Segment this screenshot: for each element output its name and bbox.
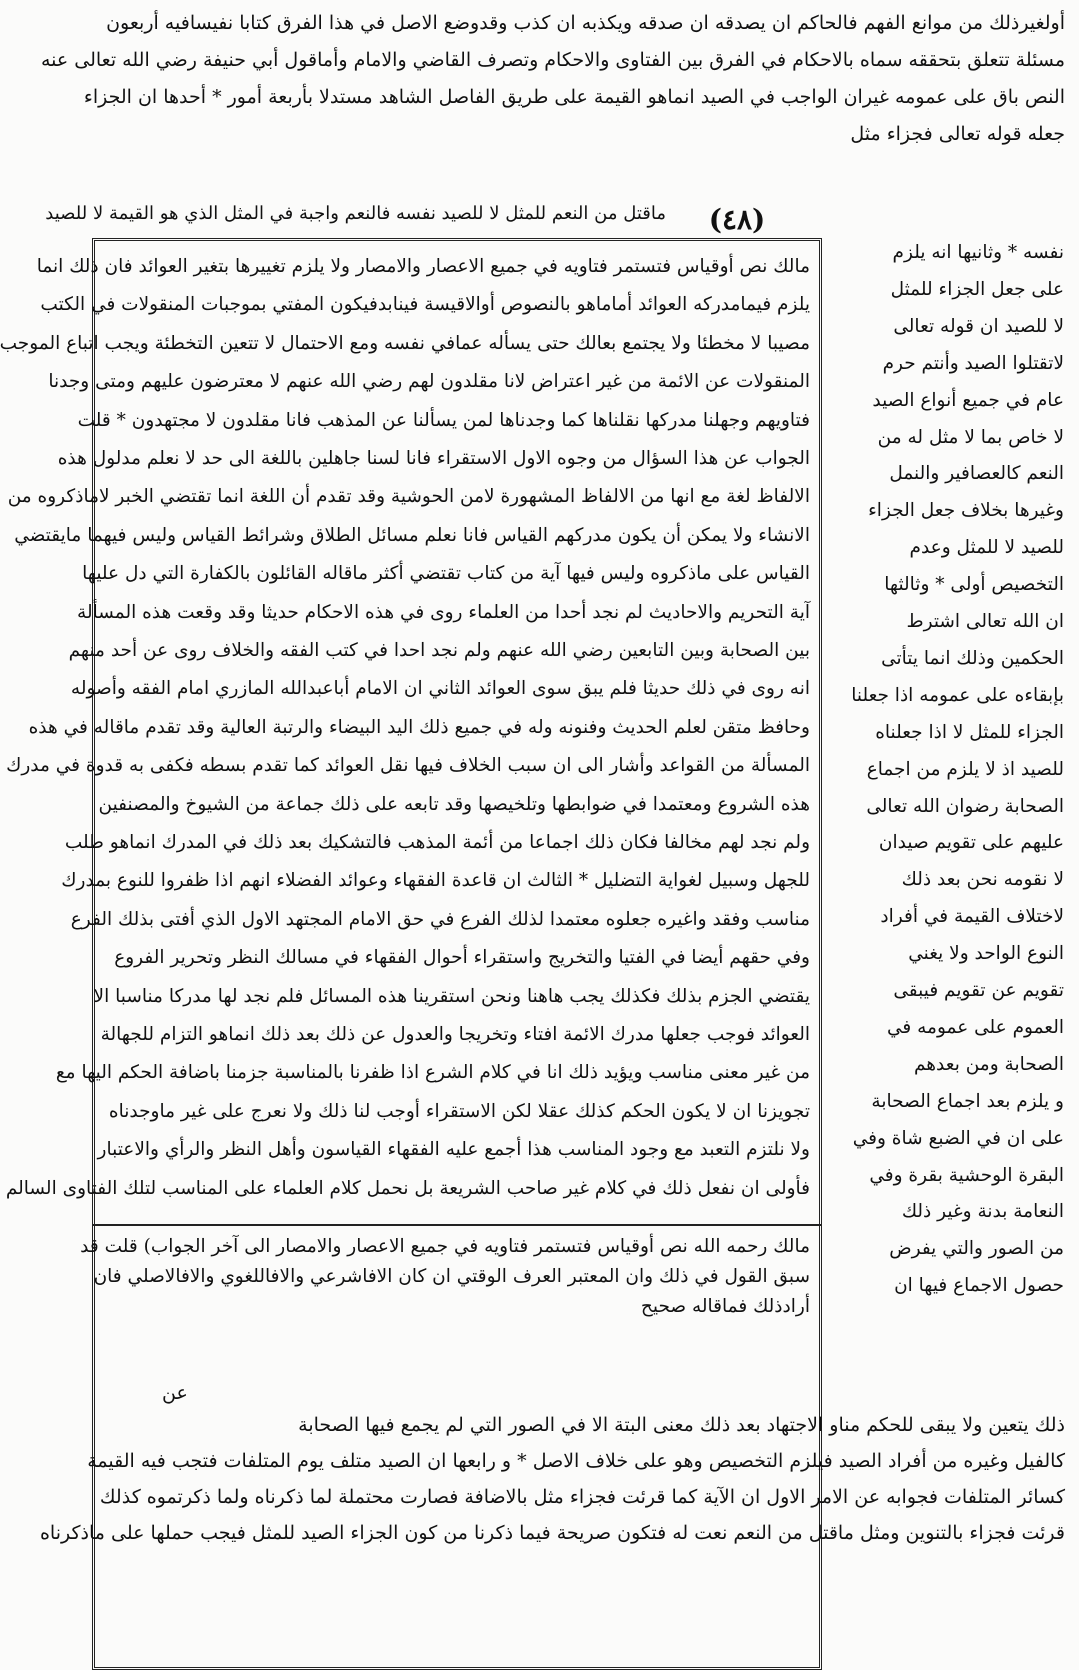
main-text-line: وفي حقهم أيضا في الفتيا والتخريج واستقراء أحوال الفقهاء في مسالك النظر وتحرير الفروع [114,947,810,969]
bottom-text-line: ذلك يتعين ولا يبقى للحكم مناو الاجتهاد بعد ذلك معنى البتة الا في الصور التي لم يجمع فيها الصحابة [298,1414,1065,1436]
side-text-line: النعامة بدنة وغير ذلك [901,1201,1064,1223]
side-text-line: حصول الاجماع فيها ان [894,1275,1064,1297]
main-text-line: من غير معنى مناسب ويؤيد ذلك انا في كلام الشرع اذا ظفرنا بالمناسبة جزمنا باضافة الحكم اليها مع [55,1062,810,1084]
side-text-line: وغيرها بخلاف جعل الجزاء [868,500,1064,522]
bottom-text-line: قرئت فجزاء بالتنوين ومثل ماقتل من النعم نعت له فتكون صريحة فيما ذكرنا من كون الجزاء الصيد للمثل فيجب حملها على ماذكرناه [39,1522,1065,1544]
catchword: عن [162,1382,188,1404]
side-text-line: و يلزم بعد اجماع الصحابة [871,1090,1064,1112]
main-text-line: يلزم فيمامدركه العوائد أماماهو بالنصوص أوالاقيسة فينابدفيكون المفتي بموجبات المنقولات في الكتب [40,294,810,316]
top-text-line: جعله قوله تعالى فجزاء مثل [850,123,1065,145]
side-text-line: النعم كالعصافير والنمل [889,463,1064,485]
side-text-line: للصيد لا للمثل وعدم [909,537,1064,559]
side-text-line: نفسه * وثانيها انه يلزم [892,242,1064,263]
main-text-line: ولا نلتزم التعبد مع وجود المناسب هذا أجمع عليه الفقهاء القياسون وأهل النظر والرأي والاعتبار [97,1139,810,1161]
main-text-line: انه روى في ذلك حديثا فلم يبق سوى العوائد الثاني ان الامام أباعبدالله المازري امام الفقه وأصوله [70,678,810,700]
main-text-line: الالفاظ لغة مع انها من الالفاظ المشهورة لامن الحوشية وقد تقدم أن اللغة انما تقتضي الخبر لاماذكروه من [7,486,810,508]
side-text-line: بإبقاءه على عمومه اذا جعلنا [851,684,1064,706]
top-text-line: النص باق على عمومه غيران الواجب في الصيد انماهو القيمة على طريق الفاصل الشاهد مستدلا بأربعة أمور * أحدها ان الجزاء [83,86,1065,108]
main-text-line: فأولى ان نفعل ذلك في كلام غير صاحب الشريعة بل نحمل كلام العلماء على المناسب لتلك الفتاوى السالم [5,1177,810,1199]
main-text-line: ولم نجد لهم مخالفا فكان ذلك اجماعا من أئمة المذهب فالتشكيك بعد ذلك في المدرك انماهو طلب [64,832,810,853]
main-text-line: للجهل وسبيل لغواية التضليل * الثالث ان قاعدة الفقهاء وعوائد الفضلاء انهم اذا ظفروا للنوع بمدرك [61,870,810,892]
main-text-line: وحافظ متقن لعلم الحديث وفنونه وله في جميع ذلك اليد البيضاء والرتبة العالية وقد تقدم ماقاله في هذه [28,716,810,738]
main-text-line: المنقولات عن الائمة من غير اعتراض لانا مقلدون لهم رضي الله عنهم لا معترضون عليهم ومتى وجدنا [48,371,810,393]
side-text-line: على جعل الجزاء للمثل [890,278,1064,300]
commentary-line: أرادذلك فماقاله صحيح [640,1296,810,1317]
bottom-text-line: كالفيل وغيره من أفراد الصيد فيلزم التخصيص وهو على خلاف الاصل * و رابعها ان الصيد متلف يوم المتلفات فتجب فيه القيمة [87,1450,1065,1472]
main-text-line: مالك نص أوقياس فتستمر فتاويه في جميع الاعصار والامصار ولا يلزم تغييرها بتغير العوائد فان ذلك انما [36,256,810,277]
main-text-line: تجويزنا ان لا يكون الحكم كذلك عقلا لكن الاستقراء أوجب لنا ذلك ولا نعرج على غير ماوجدناه [108,1100,810,1122]
side-text-line: تقويم عن تقويم فيبقى [893,980,1064,1001]
side-text-line: لاختلاف القيمة في أفراد [880,906,1064,928]
main-text-line: القياس على ماذكروه وليس فيها آية من كتاب تقتضي أكثر ماقاله القائلون بالكفارة التي دل عليها [82,563,810,585]
main-text-line: فتاويهم وجهلنا مدركها نقلناها كما وجدناها لمن يسألنا عن المذهب فانا مقلدون لا مجتهدون * قلت [77,409,810,431]
side-text-line: من الصور والتي يفرض [889,1238,1064,1260]
commentary-line: مالك رحمه الله نص أوقياس فتستمر فتاويه في جميع الاعصار والامصار الى آخر الجواب) قلت قد [80,1236,810,1257]
side-text-line: الجزاء للمثل لا اذا جعلناه [875,721,1064,743]
side-text-line: التخصيص أولى * وثالثها [884,574,1064,596]
side-text-line: عليهم على تقويم صيدان [878,832,1064,854]
side-text-line: الحكمين وذلك انما يتأتى [881,647,1064,669]
main-text-line: المسألة من القواعد وأشار الى ان سبب الخلاف فيها نقل العوائد كما تقدم بسطه فكفى به قدوة في مدرك [6,755,810,777]
side-text-line: الصحابة رضوان الله تعالى [866,795,1064,817]
side-text-line: الصحابة ومن بعدهم [913,1053,1064,1075]
side-text-line: لا للصيد ان قوله تعالى [893,315,1064,337]
main-text-line: الانشاء ولا يمكن أن يكون مدركهم القياس فانا نعلم مسائل الطلاق وشرائط القياس وليس فيهما مايقتضي [14,524,810,546]
main-text-line: مناسب وفقد واغيره جعلوه معتمدا لذلك الفرع في حق الامام المجتهد الاول الذي أفتى بذلك الفرع [70,908,810,930]
main-text-line: آية التحريم والاحاديث لم نجد أحدا من العلماء روى في هذه الاحكام حديثا وقد وقعت هذه المسألة [77,601,810,623]
top-text-line: مسئلة تتعلق بتحققه سماه بالاحكام في الفرق بين الفتاوى والاحكام وتصرف القاضي والامام وأماقول أبي حنيفة رضي الله تعالى عنه [40,49,1065,71]
main-text-line: مصيبا لا مخطئا ولا يجتمع بعالك حتى يسأله عمافي نفسه ومع الاحتمال لا تتعين التخطئة ويجب اتباع الموجب [0,332,810,354]
main-text-line: يقتضي الجزم بذلك فكذلك يجب هاهنا ونحن استقرينا هذه المسائل فلم نجد لها مدركا مناسبا الا [93,985,810,1007]
side-text-line: ان الله تعالى اشترط [906,611,1064,632]
frame-divider [92,1224,822,1226]
side-text-line: على ان في الضبع شاة وفي [852,1127,1064,1149]
side-text-line: البقرة الوحشية بقرة وفي [869,1164,1064,1186]
side-text-line: العموم على عمومه في [886,1016,1064,1038]
top-text-line: أولغيرذلك من موانع الفهم فالحاكم ان يصدقه ان صدقه ويكذبه ان كذب وقدوضع الاصل في هذا الفرق كتابا نفيسافيه أربعون [106,12,1065,34]
main-text-line: العوائد فوجب جعلها مدرك الائمة افتاء وتخريجا والعدول عن ذلك بعد ذلك انماهو التزام للجهالة [100,1024,810,1045]
side-text-line: للصيد اذ لا يلزم من اجماع [866,758,1064,780]
top-text-line: ماقتل من النعم للمثل لا للصيد نفسه فالنعم واجبة في المثل الذي هو القيمة لا للصيد [45,203,666,224]
side-text-line: النوع الواحد ولا يغني [908,943,1064,965]
page-number: (٤٨) [708,203,766,236]
main-text-line: بين الصحابة وبين التابعين رضي الله عنهم ولم نجد احدا في كتب الفقه والخلاف روى عن أحد منهم [68,640,810,661]
side-text-line: لا خاص بما لا مثل له من [877,426,1064,448]
side-text-line: عام في جميع أنواع الصيد [872,389,1064,411]
commentary-line: سبق القول في ذلك وان المعتبر العرف الوقتي ان كان الافاشرعي والافاللغوي والافالاصلي فان [93,1266,810,1287]
bottom-text-line: كسائر المتلفات فجوابه عن الامر الاول ان الآية كما قرئت فجزاء مثل بالاضافة فصارت محتملة لما ذكرناه ولما ذكرتموه كذلك [99,1486,1065,1508]
side-text-line: لا نقومه نحن بعد ذلك [901,869,1064,891]
main-text-line: الجواب عن هذا السؤال من وجوه الاول الاستقراء فانا لسنا جاهلين باللغة الى حد لا نعلم مدلول هذه [57,448,810,469]
side-text-line: لاتقتلوا الصيد وأنتم حرم [882,352,1064,374]
main-text-line: هذه الشروع ومعتمدا في ضوابطها وتلخيصها وقد تابعه على ذلك جماعة من الشيوخ والمصنفين [98,793,810,815]
